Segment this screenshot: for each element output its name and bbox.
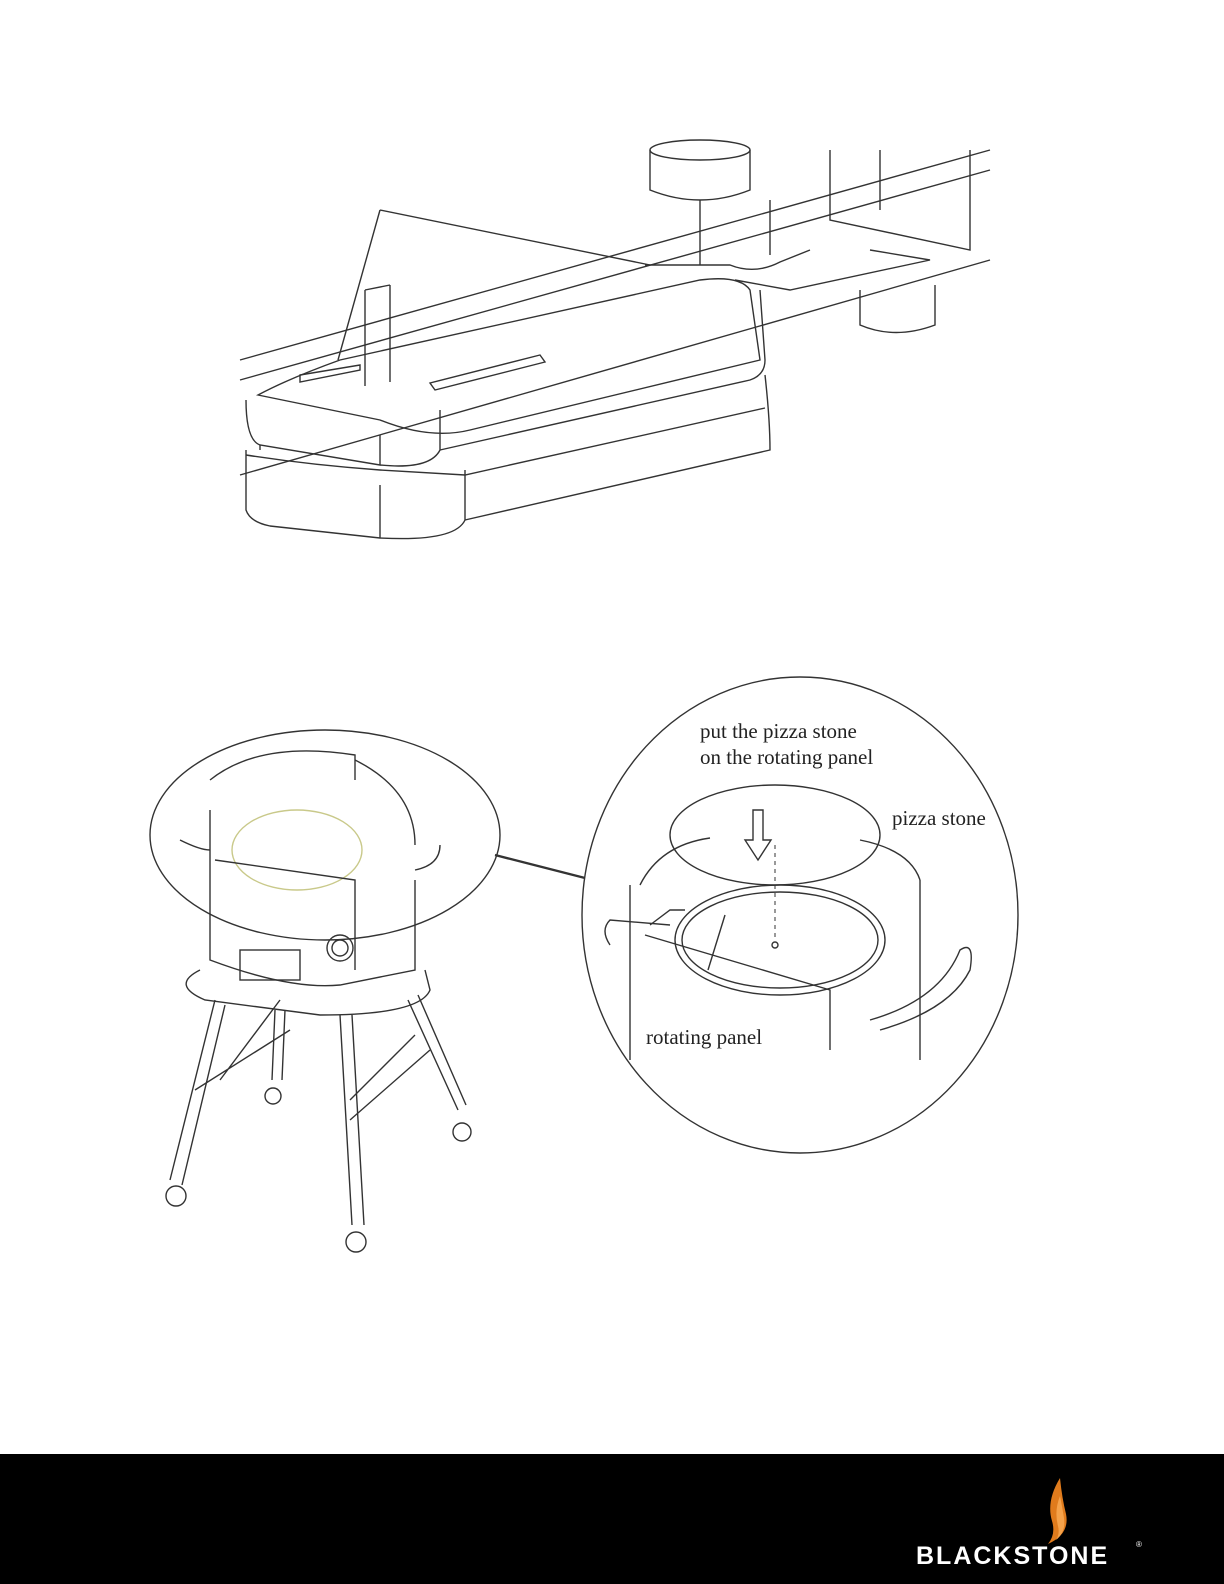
detail-highlight-ellipse xyxy=(150,730,500,940)
brand-name: BLACKSTONE xyxy=(916,1542,1110,1570)
figure-pizza-stone-install xyxy=(140,670,1040,1290)
instruction-text xyxy=(700,718,873,770)
registered-mark: ® xyxy=(1136,1540,1142,1549)
rotating-panel-large xyxy=(675,885,885,995)
rotating-panel-label: rotating panel xyxy=(646,1025,763,1049)
pointer-lines xyxy=(338,210,650,360)
down-arrow xyxy=(745,810,771,860)
oven-on-cart xyxy=(166,751,471,1252)
flame-icon xyxy=(1038,1476,1078,1546)
instruction-line-1: put the pizza stone xyxy=(700,719,857,743)
brand-logo xyxy=(908,1504,1148,1574)
instruction-line-2: on the rotating panel xyxy=(700,745,874,769)
zoom-connector-line xyxy=(495,855,585,878)
pizza-stone-label: pizza stone xyxy=(892,806,986,830)
figure-bracket-assembly xyxy=(230,90,1010,560)
rotating-panel-box xyxy=(246,279,770,539)
page-footer xyxy=(0,1454,1224,1584)
rail-lines xyxy=(240,150,990,475)
